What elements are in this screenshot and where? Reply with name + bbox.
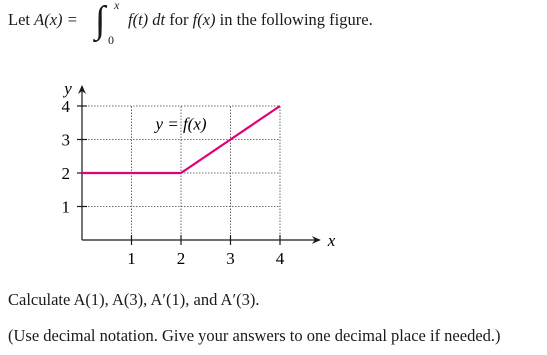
intro-suffix: in the following figure.	[219, 10, 373, 29]
integrand: f(t) dt	[128, 10, 166, 29]
integral-upper-limit: x	[114, 0, 120, 12]
function-a: A(x) =	[34, 10, 78, 29]
integral-sign: ∫	[95, 0, 106, 41]
x-tick-label: 4	[275, 249, 285, 268]
x-tick-label: 3	[226, 249, 235, 268]
x-tick-label: 2	[176, 249, 186, 268]
integral-lower-limit: 0	[108, 33, 114, 47]
y-tick-label: 2	[61, 164, 70, 183]
function-f: f(x)	[192, 10, 216, 29]
x-axis-label: x	[327, 231, 336, 250]
for-word: for	[169, 10, 189, 29]
instruction-note: (Use decimal notation. Give your answers to one decimal place if needed.)	[8, 326, 501, 345]
y-tick-label: 3	[61, 130, 70, 150]
curve-label: y = f(x)	[155, 114, 207, 134]
axes	[82, 86, 320, 240]
y-tick-label: 1	[61, 197, 70, 217]
question-text: Calculate A(1), A(3), A′(1), and A′(3).	[8, 290, 260, 309]
y-axis-label: y	[64, 78, 72, 98]
x-tick-label: 1	[127, 249, 136, 268]
let-word: Let	[8, 10, 30, 29]
y-tick-label: 4	[61, 97, 70, 116]
